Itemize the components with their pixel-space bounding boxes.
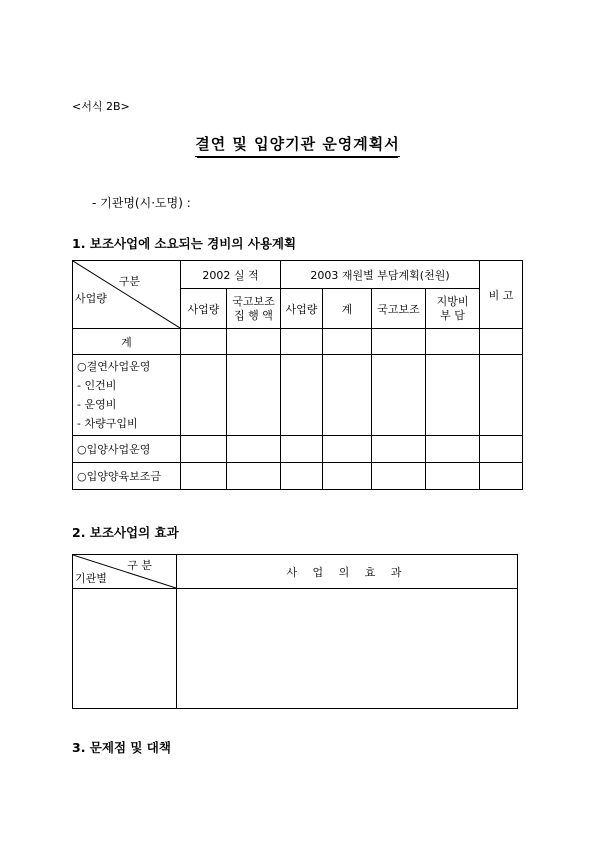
cell[interactable] [323,329,372,355]
col-subsidy-executed [227,289,281,329]
header-2003-plan: 2003 재원별 부담계획(천원) [281,261,480,289]
item-vehicle: - 차량구입비 [77,417,138,430]
row-label-total: 계 [73,329,181,355]
item-operating: - 운영비 [77,398,117,411]
section-1-heading: 1. 보조사업에 소요되는 경비의 사용계획 [72,236,297,251]
row-label-adoption: ○입양사업운영 [73,436,181,463]
col-local-burden-line1: 지방비 [436,294,469,308]
col-volume-2003: 사업량 [281,289,323,329]
cell[interactable] [426,355,480,436]
col-local-burden-line2: 부 담 [440,308,465,322]
table-row-adoption [73,436,523,463]
table2-corner-cell [73,555,177,589]
cell[interactable] [323,436,372,463]
row-label-allowance: ○입양양육보조금 [73,463,181,490]
cell[interactable] [227,436,281,463]
budget-plan-table [72,260,523,490]
cell[interactable] [181,355,227,436]
cell[interactable] [372,355,426,436]
section-3-heading: 3. 문제점 및 대책 [72,740,171,755]
cell-agency[interactable] [73,589,177,709]
col-local-burden [426,289,480,329]
cell[interactable] [372,436,426,463]
cell[interactable] [480,355,523,436]
cell[interactable] [426,463,480,490]
cell[interactable] [281,436,323,463]
cell[interactable] [372,329,426,355]
item-personnel: - 인건비 [77,379,117,392]
col-volume-2002: 사업량 [181,289,227,329]
agency-name-line: - 기관명(시·도명) : [92,196,191,210]
header-remarks: 비 고 [480,261,523,329]
cell[interactable] [181,436,227,463]
row-label-sponsorship [73,355,181,436]
cell[interactable] [181,329,227,355]
cell[interactable] [426,329,480,355]
cell[interactable] [227,355,281,436]
cell[interactable] [281,355,323,436]
cell[interactable] [181,463,227,490]
header-2002-results: 2002 실 적 [181,261,281,289]
cell[interactable] [323,355,372,436]
cell[interactable] [426,436,480,463]
cell[interactable] [227,329,281,355]
project-effect-table [72,554,518,709]
cell[interactable] [227,463,281,490]
cell[interactable] [480,436,523,463]
table1-corner-cell [73,261,181,329]
cell[interactable] [323,463,372,490]
cell[interactable] [372,463,426,490]
cell[interactable] [480,329,523,355]
cell-effect[interactable] [177,589,518,709]
table-row-total [73,329,523,355]
col-subsidy-executed-line2: 집 행 액 [234,308,273,322]
section-2-heading: 2. 보조사업의 효과 [72,525,179,540]
corner-label-volume: 사업량 [75,292,107,305]
form-number: <서식 2B> [72,100,130,113]
corner-label-agency: 기관별 [75,572,107,585]
cell[interactable] [480,463,523,490]
table-row-sponsorship [73,355,523,436]
col-national-subsidy: 국고보조 [372,289,426,329]
col-total: 계 [323,289,372,329]
cell[interactable] [281,329,323,355]
header-project-effect: 사 업 의 효 과 [177,555,518,589]
table-row-allowance [73,463,523,490]
col-subsidy-executed-line1: 국고보조 [232,294,275,308]
cell[interactable] [281,463,323,490]
table-row-effect [73,589,518,709]
document-title-text: 결연 및 입양기관 운영계획서 [195,133,400,157]
corner-label-category: 구분 [118,275,140,288]
item-sponsorship: ○결연사업운영 [77,360,151,373]
corner-label-category: 구 분 [127,559,152,572]
document-title [0,133,595,157]
